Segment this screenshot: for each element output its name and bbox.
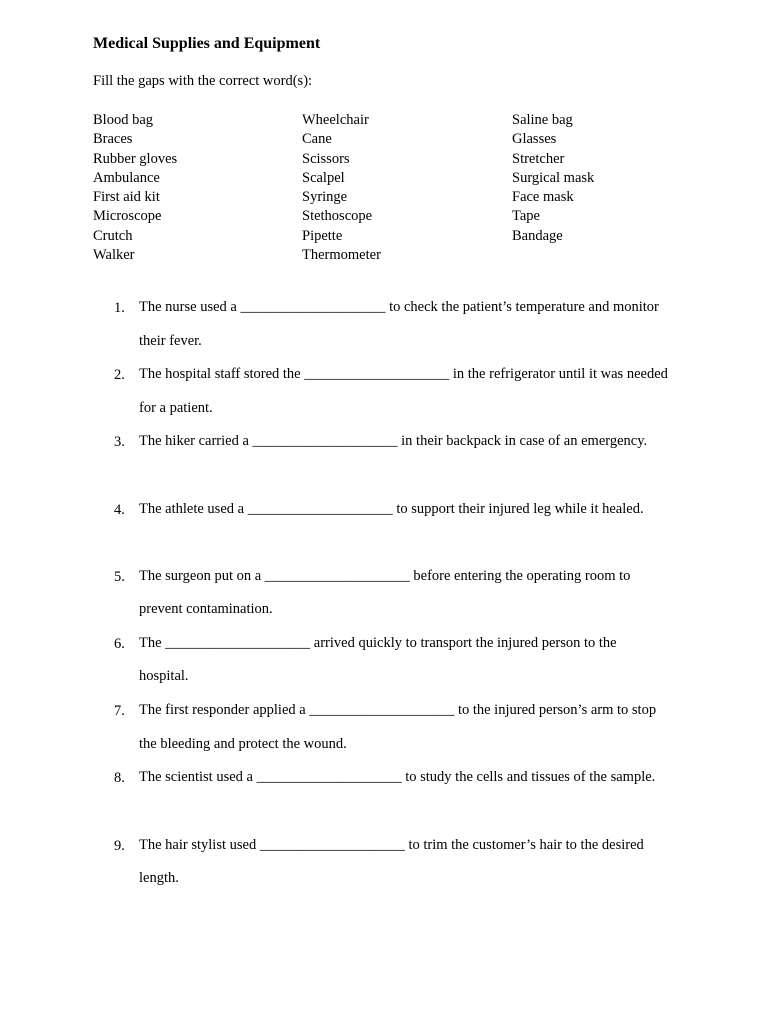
- question-text: [139, 358, 669, 425]
- question-text: [139, 761, 669, 795]
- answer-blank[interactable]: ____________________: [259, 836, 405, 853]
- question-text: [139, 829, 669, 896]
- question-text-before: The hiker carried a: [139, 433, 253, 450]
- question-text: [139, 493, 669, 527]
- question-item: [0, 767, 768, 834]
- question-text: [139, 560, 669, 627]
- question-number: 6.: [114, 635, 125, 652]
- word-bank-item: Wheelchair: [302, 112, 369, 128]
- question-text-before: The scientist used a: [139, 769, 257, 786]
- word-bank-item: Microscope: [93, 208, 162, 225]
- word-bank-item: Braces: [93, 131, 133, 148]
- question-item: [0, 835, 768, 902]
- answer-blank[interactable]: ____________________: [240, 299, 386, 315]
- question-item: [0, 431, 768, 498]
- instructions: Fill the gaps with the correct word(s):: [93, 73, 313, 89]
- question-text-after: to the injured person’s arm to stop the bleeding and protect the wound.: [139, 702, 657, 752]
- word-bank-item: Stethoscope: [302, 208, 373, 225]
- word-bank-item: Crutch: [93, 227, 133, 244]
- question-text-after: to support their injured leg while it healed.: [392, 500, 644, 517]
- answer-blank[interactable]: ____________________: [256, 769, 402, 786]
- answer-blank[interactable]: ____________________: [165, 634, 311, 651]
- question-text: [139, 627, 669, 694]
- question-text-before: The: [139, 634, 166, 651]
- question-text-before: The hair stylist used: [139, 836, 260, 853]
- question-number: 4.: [114, 501, 125, 518]
- word-bank-item: First aid kit: [93, 189, 160, 206]
- question-number: 9.: [114, 837, 125, 854]
- question-text-after: in the refrigerator until it was needed for a patient.: [139, 366, 668, 416]
- word-bank-item: Syringe: [302, 189, 348, 206]
- word-bank-item: Walker: [93, 247, 135, 264]
- question-text-after: to trim the customer’s hair to the desired length.: [139, 836, 644, 886]
- question-text-after: before entering the operating room to prevent contamination.: [139, 567, 631, 618]
- question-text: [139, 291, 669, 358]
- word-bank-item: Saline bag: [512, 112, 573, 128]
- question-text-before: The hospital staff stored the: [139, 366, 305, 383]
- word-bank-column-1: [93, 111, 177, 265]
- question-text-before: The athlete used a: [139, 500, 248, 517]
- word-bank-column-2: [302, 111, 381, 265]
- question-text-after: in their backpack in case of an emergency.: [397, 433, 648, 450]
- answer-blank[interactable]: ____________________: [304, 366, 450, 383]
- question-item: [0, 364, 768, 431]
- word-bank-item: Glasses: [512, 131, 557, 148]
- word-bank-item: Pipette: [302, 227, 343, 244]
- word-bank-item: Scalpel: [302, 169, 345, 186]
- question-item: [0, 499, 768, 566]
- question-number: 3.: [114, 434, 125, 451]
- question-text-before: The nurse used a: [139, 299, 241, 315]
- answer-blank[interactable]: ____________________: [247, 500, 393, 517]
- answer-blank[interactable]: ____________________: [252, 433, 398, 450]
- word-bank-item: Rubber gloves: [93, 150, 178, 167]
- question-item: [0, 566, 768, 633]
- question-text: [139, 694, 669, 761]
- question-text-after: arrived quickly to transport the injured person to the hospital.: [139, 634, 617, 685]
- word-bank-item: Cane: [302, 131, 332, 148]
- question-text-after: to study the cells and tissues of the sample.: [401, 769, 656, 786]
- question-number: 5.: [114, 568, 125, 585]
- word-bank-item: Stretcher: [512, 150, 565, 167]
- answer-blank[interactable]: ____________________: [264, 567, 410, 584]
- question-text-before: The surgeon put on a: [139, 567, 265, 584]
- page-title: Medical Supplies and Equipment: [93, 35, 321, 52]
- question-number: 7.: [114, 703, 125, 720]
- question-number: 8.: [114, 770, 125, 787]
- word-bank-item: Blood bag: [93, 112, 154, 128]
- question-text-before: The first responder applied a: [139, 702, 310, 719]
- question-number: 1.: [114, 300, 125, 316]
- word-bank-item: Thermometer: [302, 247, 381, 264]
- word-bank-item: Tape: [512, 208, 540, 225]
- question-item: [0, 633, 768, 700]
- word-bank-item: Face mask: [512, 189, 574, 206]
- question-text-after: to check the patient’s temperature and monitor their fever.: [139, 299, 659, 349]
- question-item: [0, 297, 768, 364]
- question-list: [0, 297, 768, 902]
- word-bank-item: Surgical mask: [512, 169, 595, 186]
- question-number: 2.: [114, 367, 125, 384]
- word-bank-item: Scissors: [302, 150, 350, 167]
- answer-blank[interactable]: ____________________: [309, 702, 455, 719]
- word-bank-column-3: [512, 111, 594, 246]
- question-item: [0, 700, 768, 767]
- question-text: [139, 425, 669, 459]
- word-bank-item: Ambulance: [93, 169, 160, 186]
- word-bank-item: Bandage: [512, 227, 563, 244]
